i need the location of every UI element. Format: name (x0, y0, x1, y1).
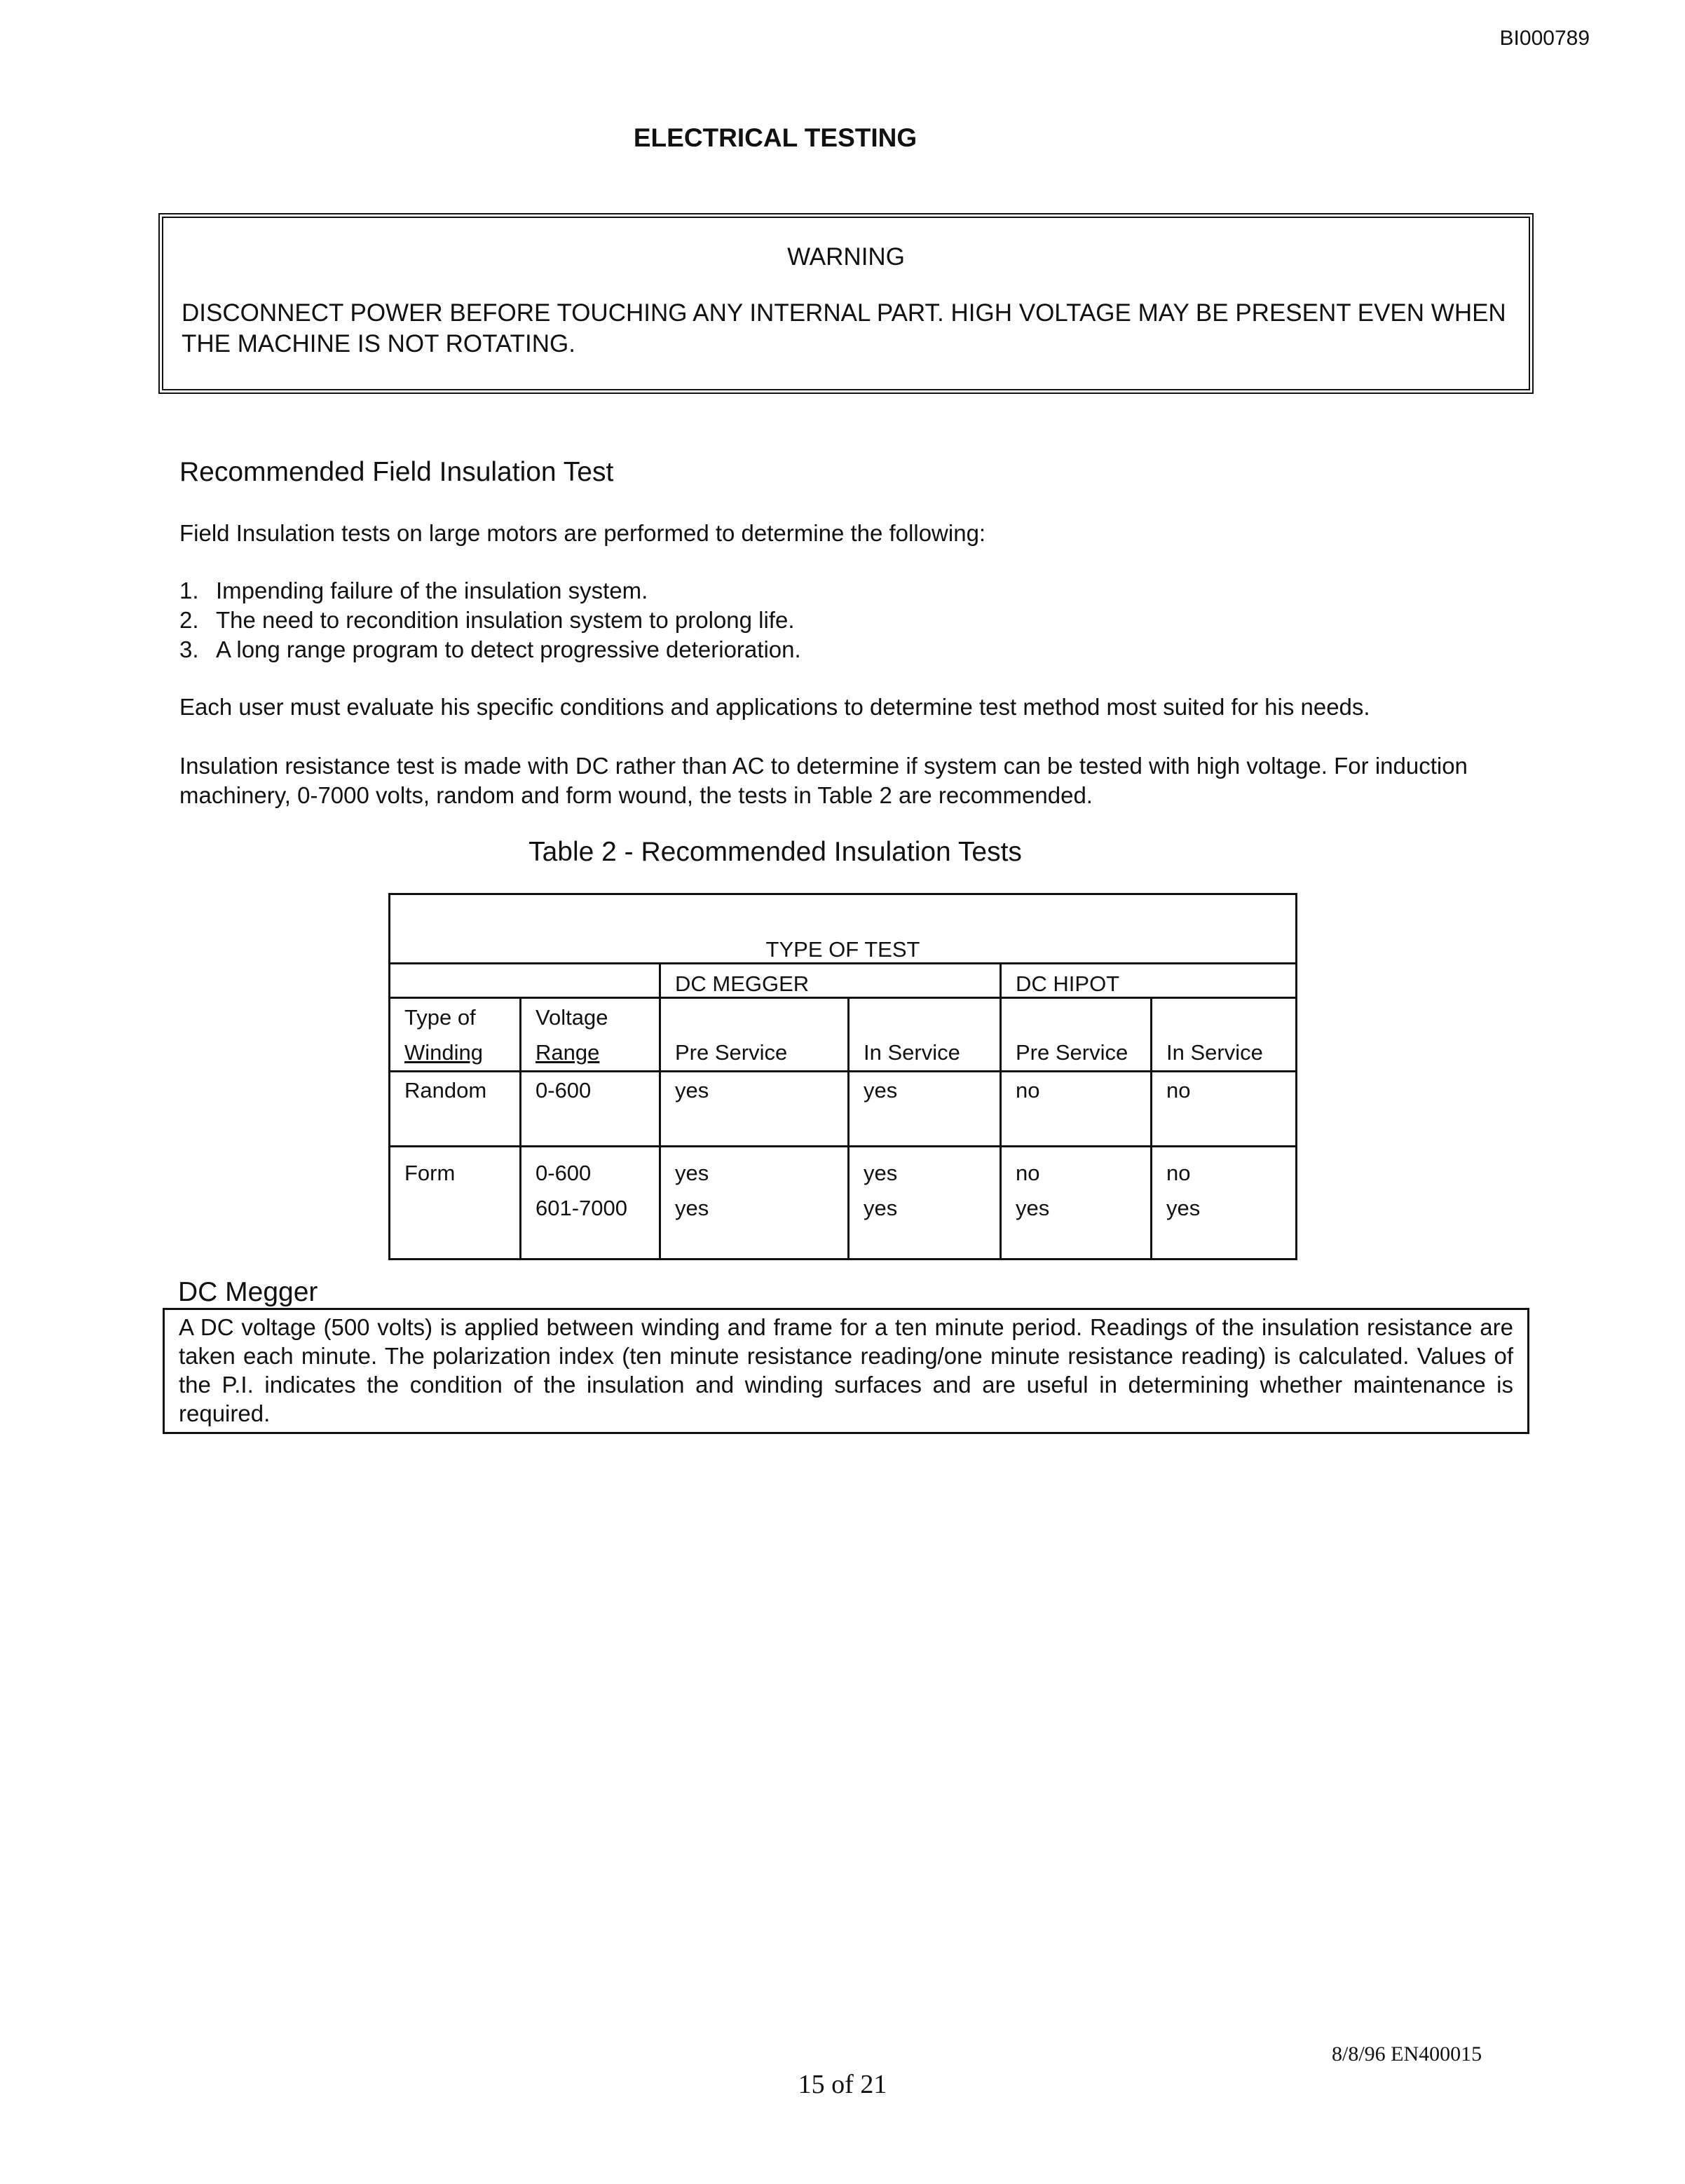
list-item (179, 635, 801, 664)
list-number: 2. (179, 607, 199, 633)
page-number: 15 of 21 (798, 2070, 887, 2099)
megger-pre-service-header: Pre Service (660, 998, 849, 1072)
table-cell: no yes (1001, 1147, 1152, 1260)
paragraph-insulation-resistance: Insulation resistance test is made with DC rather than AC to determine if system can be tested with high voltage. For induction machinery, 0-7000 volts, random and form wound, the tests in Table 2 are recommended. (179, 753, 1468, 808)
footer-date-code: 8/8/96 EN400015 (1332, 2042, 1482, 2066)
table-cell: 0-600 (521, 1072, 660, 1147)
table-cell: no yes (1152, 1147, 1297, 1260)
table-cell: 0-600 601-7000 (521, 1147, 660, 1260)
paragraph-evaluate: Each user must evaluate his specific conditions and applications to determine test method most suited for his needs. (179, 694, 1370, 720)
dc-hipot-header: DC HIPOT (1001, 964, 1297, 998)
table-cell: no (1001, 1072, 1152, 1147)
table-row (390, 1072, 1297, 1147)
document-id: BI000789 (1499, 27, 1590, 50)
dc-megger-heading: DC Megger (178, 1277, 318, 1307)
hipot-pre-service-header: Pre Service (1001, 998, 1152, 1072)
table-header-row (390, 964, 1297, 998)
section-heading: Recommended Field Insulation Test (179, 457, 614, 487)
warning-title: WARNING (787, 243, 905, 271)
list-text: Impending failure of the insulation system. (216, 578, 648, 603)
table-row (390, 1147, 1297, 1260)
list-text: A long range program to detect progressive deterioration. (216, 636, 801, 662)
insulation-tests-table (388, 893, 1297, 1260)
dc-megger-box: A DC voltage (500 volts) is applied between winding and frame for a ten minute period. Readings of the insulation resistance are taken each minute. The polarization index (ten minute resistance reading/one minute resistance reading) is calculated. Values of the P.I. indicates the condition of the insulation and winding surfaces and are useful in determining whether maintenance is required. (163, 1308, 1529, 1434)
list-number: 1. (179, 578, 199, 603)
warning-text: DISCONNECT POWER BEFORE TOUCHING ANY INTERNAL PART. HIGH VOLTAGE MAY BE PRESENT EVEN WHEN THE MACHINE IS NOT ROTATING. (182, 299, 1506, 357)
voltage-range-header: Voltage Range (521, 998, 660, 1072)
intro-text: Field Insulation tests on large motors are performed to determine the following: (179, 520, 986, 546)
table-cell: Random (390, 1072, 521, 1147)
table-cell-empty (390, 964, 660, 998)
table-header-row (390, 998, 1297, 1072)
type-of-test-header: TYPE OF TEST (390, 894, 1297, 964)
table-caption: Table 2 - Recommended Insulation Tests (528, 837, 1022, 867)
list-text: The need to recondition insulation system to prolong life. (216, 607, 795, 633)
table-cell: yes yes (660, 1147, 849, 1260)
page-title: ELECTRICAL TESTING (633, 123, 917, 152)
numbered-list (179, 576, 801, 664)
hipot-in-service-header: In Service (1152, 998, 1297, 1072)
type-of-winding-header: Type of Winding (390, 998, 521, 1072)
dc-megger-header: DC MEGGER (660, 964, 1001, 998)
list-number: 3. (179, 636, 199, 662)
table-cell: yes (660, 1072, 849, 1147)
list-item (179, 606, 801, 635)
megger-in-service-header: In Service (849, 998, 1001, 1072)
table-cell: yes yes (849, 1147, 1001, 1260)
table-cell: yes (849, 1072, 1001, 1147)
list-item (179, 576, 801, 606)
warning-box (158, 213, 1534, 394)
table-header-row (390, 894, 1297, 964)
table-cell: no (1152, 1072, 1297, 1147)
table-cell: Form (390, 1147, 521, 1260)
